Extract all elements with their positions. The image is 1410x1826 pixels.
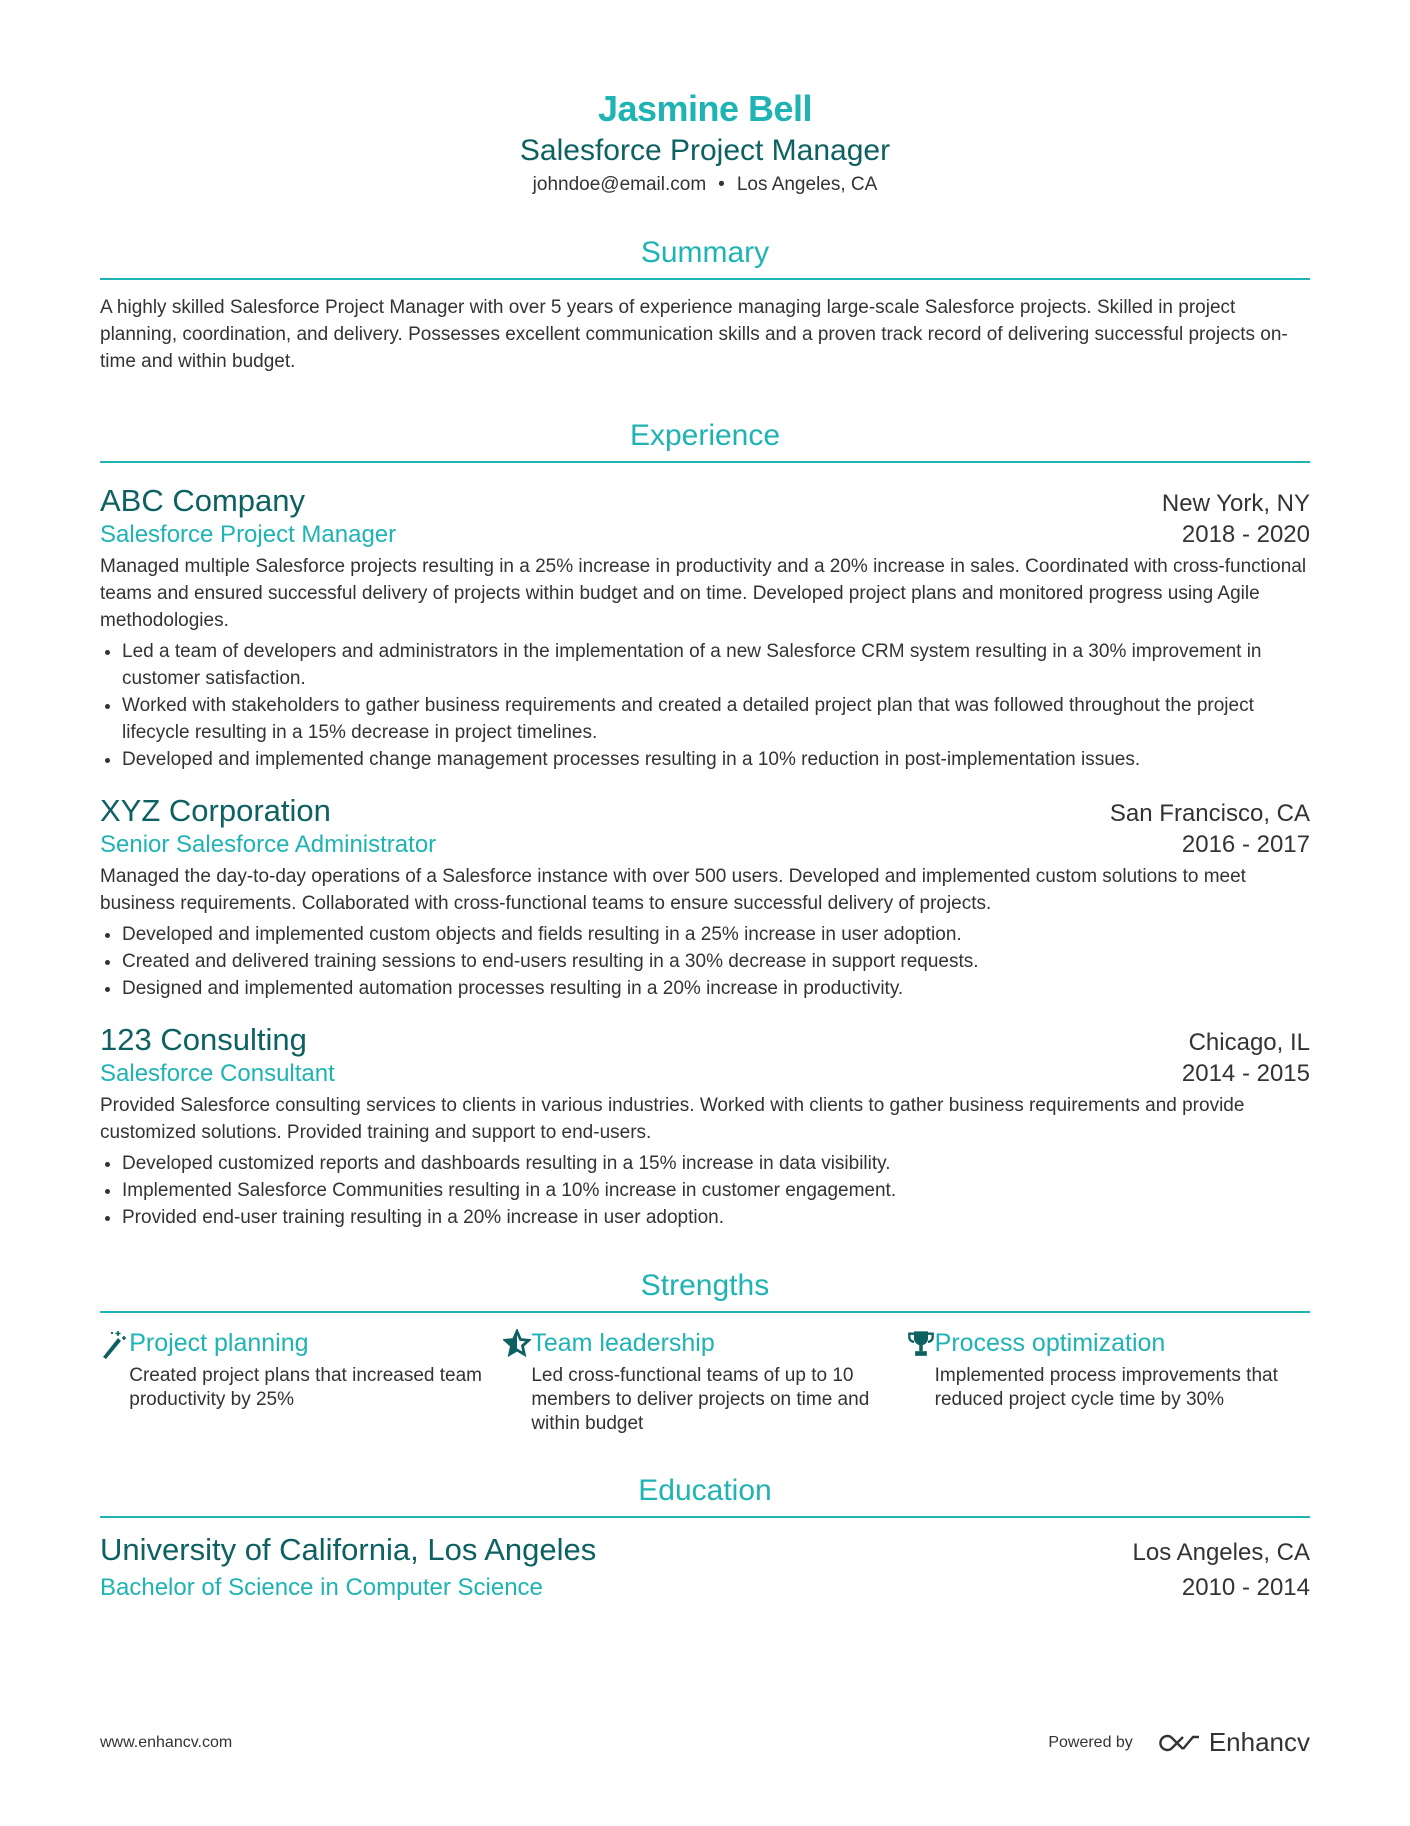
- magic-wand-icon: [100, 1329, 129, 1436]
- section-heading: Strengths: [100, 1269, 1310, 1313]
- job-bullets: [100, 1150, 1310, 1231]
- star-icon: [503, 1329, 531, 1436]
- job-bullet: • Implemented Salesforce Communities resulting in a 10% increase in customer engagement.: [122, 1177, 1310, 1204]
- job-entry: [100, 793, 1310, 1002]
- job-dates: 2014 - 2015: [1181, 1060, 1310, 1087]
- job-bullets: [100, 921, 1310, 1002]
- job-bullet: • Designed and implemented automation processes resulting in a 20% increase in productivity.: [122, 975, 1310, 1002]
- company-name: 123 Consulting: [100, 1022, 307, 1057]
- job-bullet: • Created and delivered training sessions to end-users resulting in a 30% decrease in support requests.: [122, 948, 1310, 975]
- job-bullet: • Led a team of developers and administrators in the implementation of a new Salesforce CRM system resulting in a 30% improvement in customer satisfaction.: [122, 638, 1310, 692]
- summary-section: [100, 236, 1310, 375]
- job-dates: 2018 - 2020: [1181, 521, 1310, 548]
- section-heading: Summary: [100, 236, 1310, 280]
- job-location: Chicago, IL: [1188, 1029, 1310, 1056]
- degree: Bachelor of Science in Computer Science: [100, 1574, 543, 1601]
- strength-title: Team leadership: [531, 1329, 715, 1357]
- strength-text: Led cross-functional teams of up to 10 members to deliver projects on time and within budget: [531, 1365, 870, 1434]
- section-heading: Education: [100, 1474, 1310, 1518]
- strengths-section: [100, 1269, 1310, 1436]
- strength-title: Process optimization: [934, 1329, 1166, 1357]
- resume-header: [100, 88, 1310, 196]
- job-entry: [100, 1022, 1310, 1231]
- strength-item: [100, 1329, 503, 1436]
- company-name: XYZ Corporation: [100, 793, 331, 828]
- job-description: Provided Salesforce consulting services to clients in various industries. Worked with clients to gather business requirements and provide customized solutions. Provided training and support to end-users.: [100, 1095, 1245, 1143]
- job-dates: 2016 - 2017: [1181, 831, 1310, 858]
- strength-item: [503, 1329, 906, 1436]
- strength-text: Implemented process improvements that reduced project cycle time by 30%: [934, 1365, 1278, 1410]
- job-description: Managed the day-to-day operations of a Salesforce instance with over 500 users. Developed and implemented custom solutions to meet business requirements. Collaborated with cross-functional teams to ensure successful delivery of projects.: [100, 866, 1246, 914]
- brand-name: Enhancv: [1208, 1727, 1310, 1757]
- strength-title: Project planning: [129, 1329, 309, 1357]
- job-bullet: • Developed customized reports and dashboards resulting in a 15% increase in data visibility.: [122, 1150, 1310, 1177]
- job-description: Managed multiple Salesforce projects resulting in a 25% increase in productivity and a 20% increase in sales. Coordinated with cross-functional teams and ensured successful delivery of projects within budget and on time. Developed project plans and monitored progress using Agile methodologies.: [100, 556, 1307, 631]
- school-location: Los Angeles, CA: [1132, 1539, 1310, 1566]
- job-location: San Francisco, CA: [1109, 800, 1310, 827]
- education-dates: 2010 - 2014: [1181, 1574, 1310, 1601]
- email[interactable]: johndoe@email.com: [532, 174, 707, 195]
- trophy-icon: [907, 1329, 935, 1436]
- website-link[interactable]: www.enhancv.com: [100, 1733, 233, 1751]
- job-role: Salesforce Project Manager: [100, 521, 397, 548]
- job-role: Senior Salesforce Administrator: [100, 831, 437, 858]
- school-name: University of California, Los Angeles: [100, 1532, 597, 1567]
- job-bullet: • Developed and implemented change management processes resulting in a 10% reduction in post-implementation issues.: [122, 746, 1310, 773]
- job-bullets: [100, 638, 1310, 773]
- job-location: New York, NY: [1161, 490, 1310, 517]
- strength-item: [907, 1329, 1310, 1436]
- separator: •: [718, 174, 725, 195]
- location: Los Angeles, CA: [736, 174, 878, 195]
- company-name: ABC Company: [100, 483, 306, 518]
- job-role: Salesforce Consultant: [100, 1060, 335, 1087]
- footer: [100, 1727, 1310, 1758]
- job-bullet: • Worked with stakeholders to gather business requirements and created a detailed project plan that was followed throughout the project lifecycle resulting in a 15% decrease in project timelines.: [122, 692, 1310, 746]
- powered-by-label: Powered by: [1048, 1733, 1133, 1751]
- section-heading: Experience: [100, 419, 1310, 463]
- job-bullet: • Provided end-user training resulting in a 20% increase in user adoption.: [122, 1204, 1310, 1231]
- experience-section: [100, 419, 1310, 1231]
- summary-text: A highly skilled Salesforce Project Manager with over 5 years of experience managing large-scale Salesforce projects. Skilled in project planning, coordination, and delivery. Possesses excellent communication skills and a proven track record of delivering successful projects on-time and within budget.: [100, 297, 1288, 372]
- job-entry: [100, 483, 1310, 773]
- education-section: [100, 1474, 1310, 1602]
- contact-line: [100, 174, 1310, 196]
- enhancv-logo[interactable]: [1155, 1727, 1310, 1758]
- strength-text: Created project plans that increased team productivity by 25%: [129, 1365, 483, 1410]
- candidate-name: Jasmine Bell: [597, 88, 813, 129]
- job-bullet: • Developed and implemented custom objects and fields resulting in a 25% increase in user adoption.: [122, 921, 1310, 948]
- enhancv-logo-icon: [1155, 1731, 1201, 1755]
- candidate-title: Salesforce Project Manager: [519, 134, 891, 167]
